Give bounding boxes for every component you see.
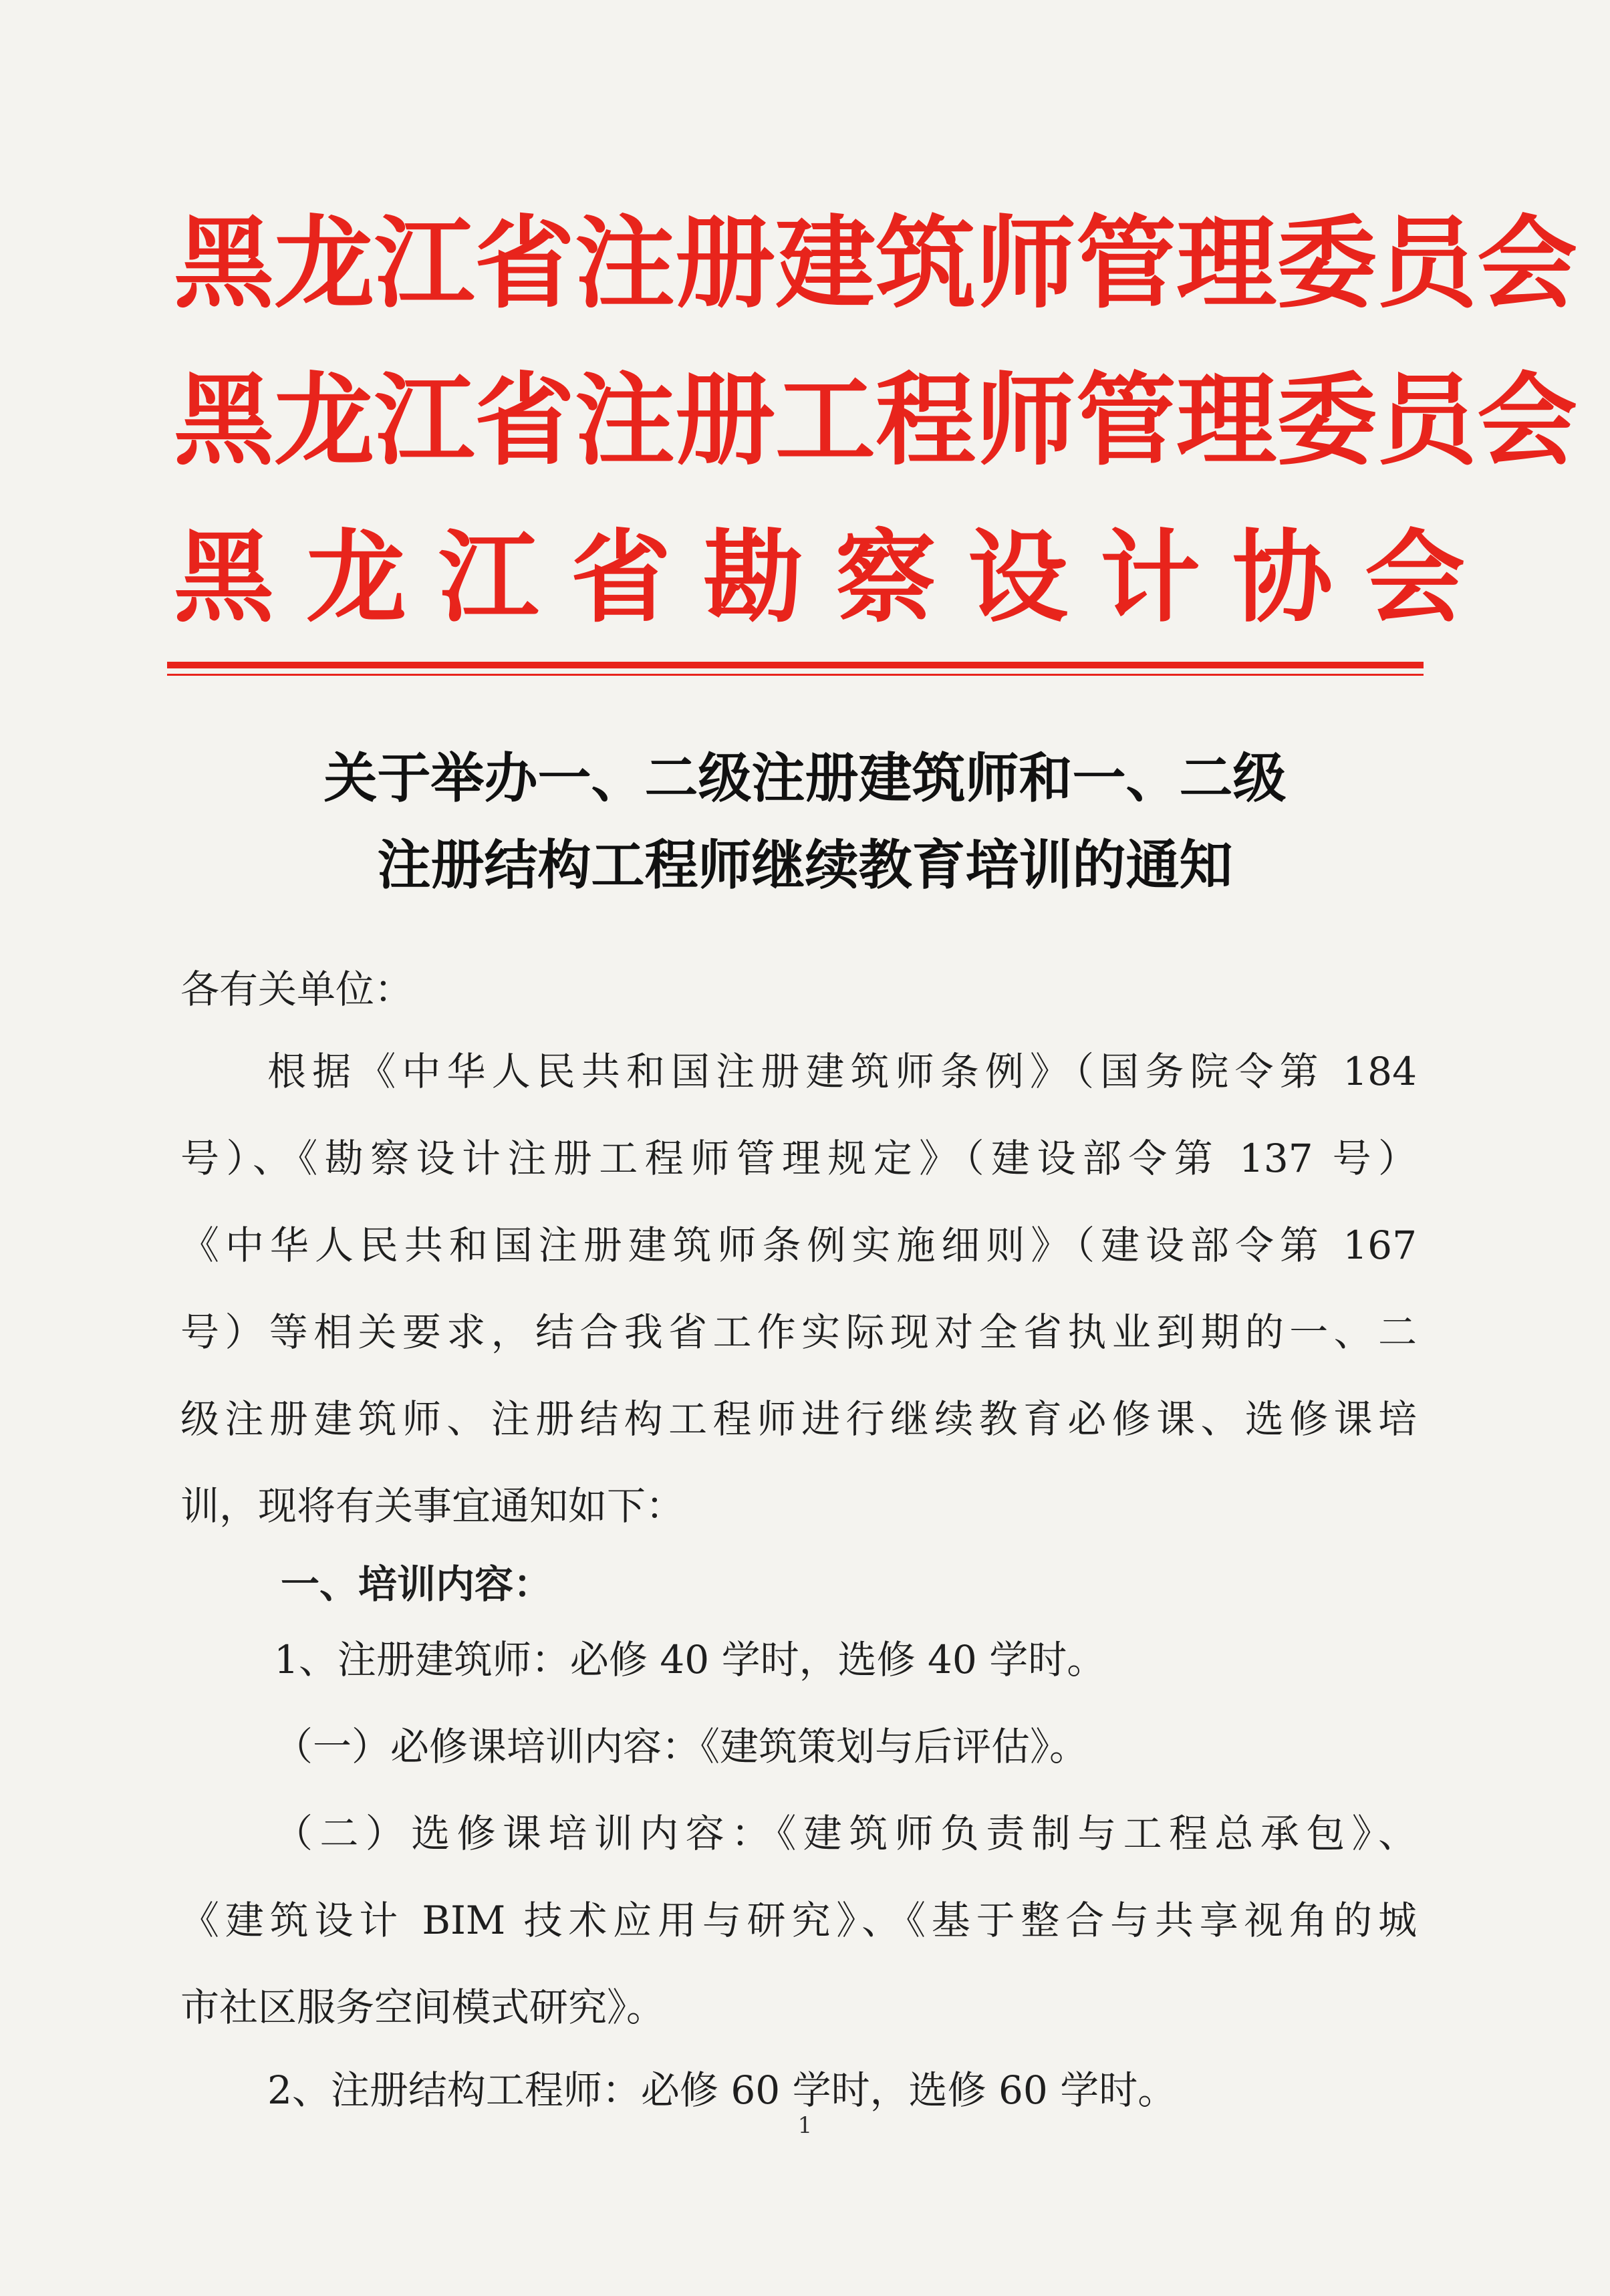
header-divider-thick (167, 662, 1424, 668)
page-number: 1 (797, 2112, 813, 2139)
item-elective-course-content: （二）选修课培训内容：《建筑师负责制与工程总承包》、 (274, 1811, 1417, 1856)
item-registered-structural-engineer: 2、注册结构工程师：必修 60 学时，选修 60 学时。 (267, 2067, 1177, 2113)
item-registered-architect: 1、注册建筑师：必修 40 学时，选修 40 学时。 (274, 1637, 1106, 1682)
body-paragraph-line: 号）、《勘察设计注册工程师管理规定》（建设部令第 137 号） (180, 1136, 1417, 1181)
section-heading-training-content: 一、培训内容： (281, 1561, 553, 1607)
issuer-name-architects-committee: 黑龙江省注册建筑师管理委员会 (174, 206, 1578, 322)
notice-title-line-2: 注册结构工程师继续教育培训的通知 (377, 834, 1233, 896)
body-paragraph-line: 《中华人民共和国注册建筑师条例实施细则》（建设部令第 167 (180, 1223, 1417, 1268)
issuer-name-engineers-committee: 黑龙江省注册工程师管理委员会 (174, 363, 1578, 479)
body-paragraph-line: 根据《中华人民共和国注册建筑师条例》（国务院令第 184 (267, 1049, 1417, 1094)
notice-title-line-1: 关于举办一、二级注册建筑师和一、二级 (323, 747, 1287, 809)
issuer-name-survey-design-association: 黑龙江省勘察设计协会 (174, 520, 1498, 636)
body-paragraph-line: 训，现将有关事宜通知如下： (180, 1483, 685, 1529)
body-paragraph-line: 级注册建筑师、注册结构工程师进行继续教育必修课、选修课培 (180, 1396, 1417, 1442)
item-elective-course-content: 《建筑设计 BIM 技术应用与研究》、《基于整合与共享视角的城 (180, 1898, 1417, 1943)
item-elective-course-content: 市社区服务空间模式研究》。 (180, 1985, 666, 2030)
salutation: 各有关单位： (180, 967, 414, 1012)
header-divider-thin (167, 674, 1424, 676)
body-paragraph-line: 号）等相关要求，结合我省工作实际现对全省执业到期的一、二 (180, 1309, 1417, 1355)
item-required-course-content: （一）必修课培训内容：《建筑策划与后评估》。 (274, 1724, 1089, 1769)
